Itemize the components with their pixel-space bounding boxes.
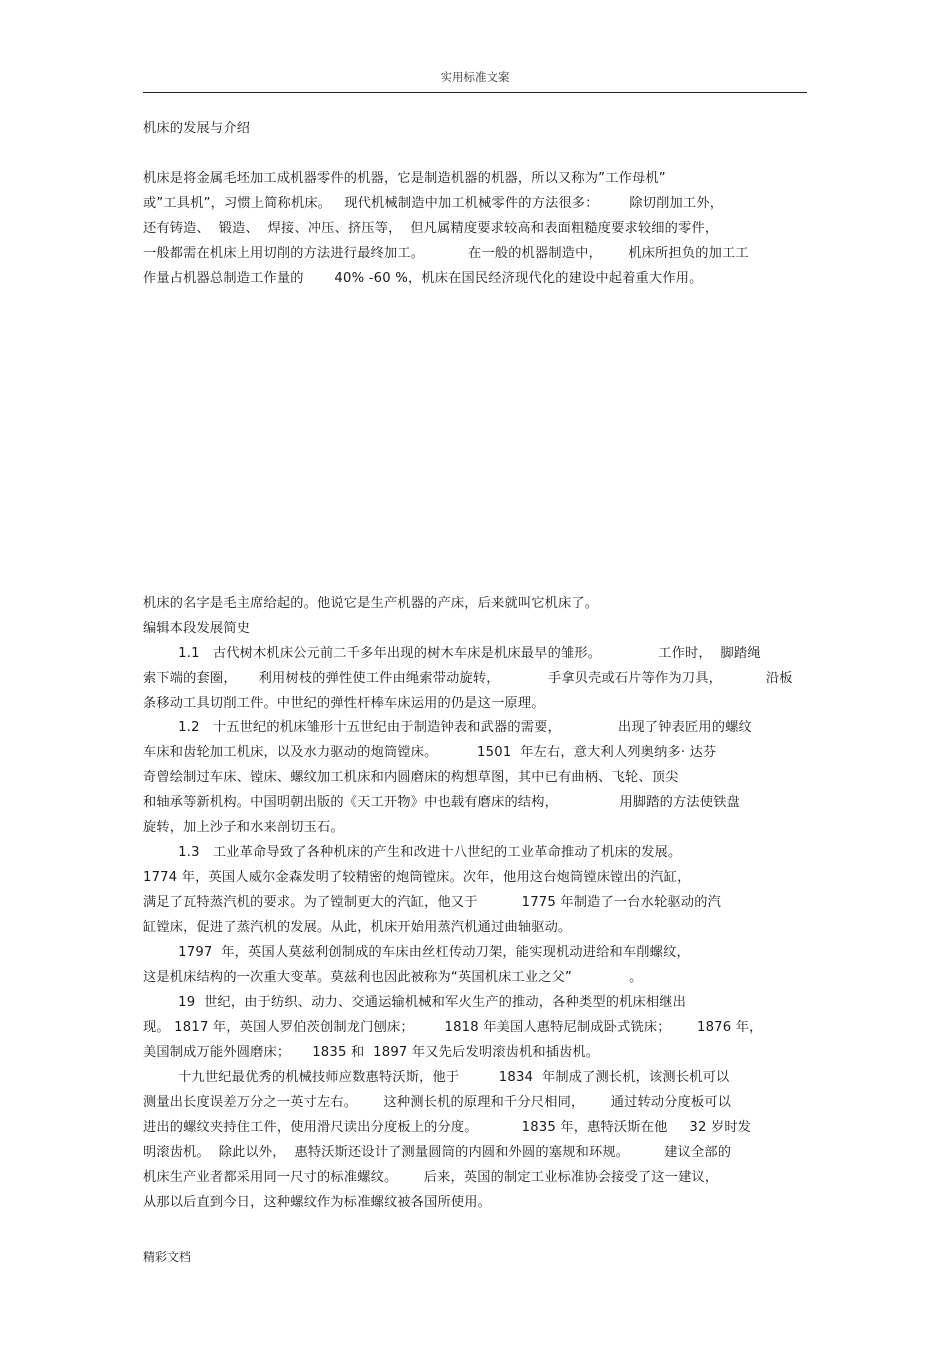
body-line: 1.1 古代树木机床公元前二千多年出现的树木车床是机床最早的雏形。 工作时， 脚踏绳 — [143, 646, 761, 661]
body-line: 机床生产业者都采用同一尺寸的标准螺纹。 后来，英国的制定工业标准协会接受了这一建议， — [143, 1170, 719, 1185]
body-line: 索下端的套圈， 利用树枝的弹性使工件由绳索带动旋转， 手拿贝壳或石片等作为刀具， 沿板 — [143, 671, 793, 686]
body-line: 缸镗床，促进了蒸汽机的发展。从此，机床开始用蒸汽机通过曲轴驱动。 — [143, 920, 572, 935]
body-line: 美国制成万能外圆磨床； 1835 和 1897 年又先后发明滚齿机和插齿机。 — [143, 1045, 600, 1060]
intro-line: 还有铸造、 锻造、 焊接、冲压、挤压等， 但凡属精度要求较高和表面粗糙度要求较细的零件， — [143, 221, 719, 236]
page-header — [143, 64, 807, 93]
body-line: 和轴承等新机构。中国明朝出版的《天工开物》中也载有磨床的结构， 用脚踏的方法使铁盘 — [143, 795, 740, 810]
body-line: 机床的名字是毛主席给起的。他说它是生产机器的产床，后来就叫它机床了。 — [143, 596, 599, 611]
body-line: 条移动工具切削工件。中世纪的弹性杆棒车床运用的仍是这一原理。 — [143, 696, 545, 711]
body-line: 十九世纪最优秀的机械技师应数惠特沃斯，他于 1834 年制成了测长机，该测长机可以 — [143, 1070, 730, 1085]
document-heading: 机床的发展与介绍 — [143, 121, 251, 136]
body-line: 奇曾绘制过车床、镗床、螺纹加工机床和内圆磨床的构想草图，其中已有曲柄、飞轮、顶尖 — [143, 770, 679, 785]
intro-line: 机床是将金属毛坯加工成机器零件的机器，它是制造机器的机器，所以又称为”工作母机” — [143, 171, 666, 186]
body-line: 1.2 十五世纪的机床雏形十五世纪由于制造钟表和武器的需要， 出现了钟表匠用的螺纹 — [143, 720, 752, 735]
body-line: 1.3 工业革命导致了各种机床的产生和改进十八世纪的工业革命推动了机床的发展。 — [143, 845, 682, 860]
intro-line: 或”工具机”，习惯上简称机床。 现代机械制造中加工机械零件的方法很多： 除切削加工外， — [143, 196, 724, 211]
body-line: 满足了瓦特蒸汽机的要求。为了镗制更大的汽缸，他又于 1775 年制造了一台水轮驱动的汽 — [143, 895, 722, 910]
body-line: 19 世纪，由于纺织、动力、交通运输机械和军火生产的推动，各种类型的机床相继出 — [143, 995, 687, 1010]
body-line: 这是机床结构的一次重大变革。莫兹利也因此被称为“英国机床工业之父” 。 — [143, 970, 643, 985]
section-heading: 编辑本段发展简史 — [143, 621, 251, 636]
page-header-title: 实用标准文案 — [440, 70, 510, 84]
body-line: 1774 年，英国人威尔金森发明了较精密的炮筒镗床。次年，他用这台炮筒镗床镗出的汽缸， — [143, 870, 691, 885]
body-line: 1797 年，英国人莫兹利创制成的车床由丝杠传动刀架，能实现机动进给和车削螺纹， — [143, 945, 690, 960]
intro-line: 一般都需在机床上用切削的方法进行最终加工。 在一般的机器制造中， 机床所担负的加工工 — [143, 246, 749, 261]
body-line: 旋转，加上沙子和水来剖切玉石。 — [143, 820, 344, 835]
body-line: 从那以后直到今日，这种螺纹作为标准螺纹被各国所使用。 — [143, 1195, 492, 1210]
body-line: 测量出长度误差万分之一英寸左右。 这种测长机的原理和千分尺相同， 通过转动分度板可以 — [143, 1095, 732, 1110]
body-line: 明滚齿机。 除此以外， 惠特沃斯还设计了测量圆筒的内圆和外圆的塞规和环规。 建议全部的 — [143, 1145, 732, 1160]
body-line: 车床和齿轮加工机床，以及水力驱动的炮筒镗床。 1501 年左右，意大利人列奥纳多· 达芬 — [143, 745, 717, 760]
page-footer: 精彩文档 — [143, 1250, 192, 1264]
body-line: 现。 1817 年，英国人罗伯茨创制龙门刨床； 1818 年美国人惠特尼制成卧式铣床； 1876 年， — [143, 1020, 763, 1035]
body-line: 进出的螺纹夹持住工件，使用滑尺读出分度板上的分度。 1835 年，惠特沃斯在他 32 岁时发 — [143, 1120, 752, 1135]
intro-line: 作量占机器总制造工作量的 40% -60 %，机床在国民经济现代化的建设中起着重大作用。 — [143, 271, 703, 286]
